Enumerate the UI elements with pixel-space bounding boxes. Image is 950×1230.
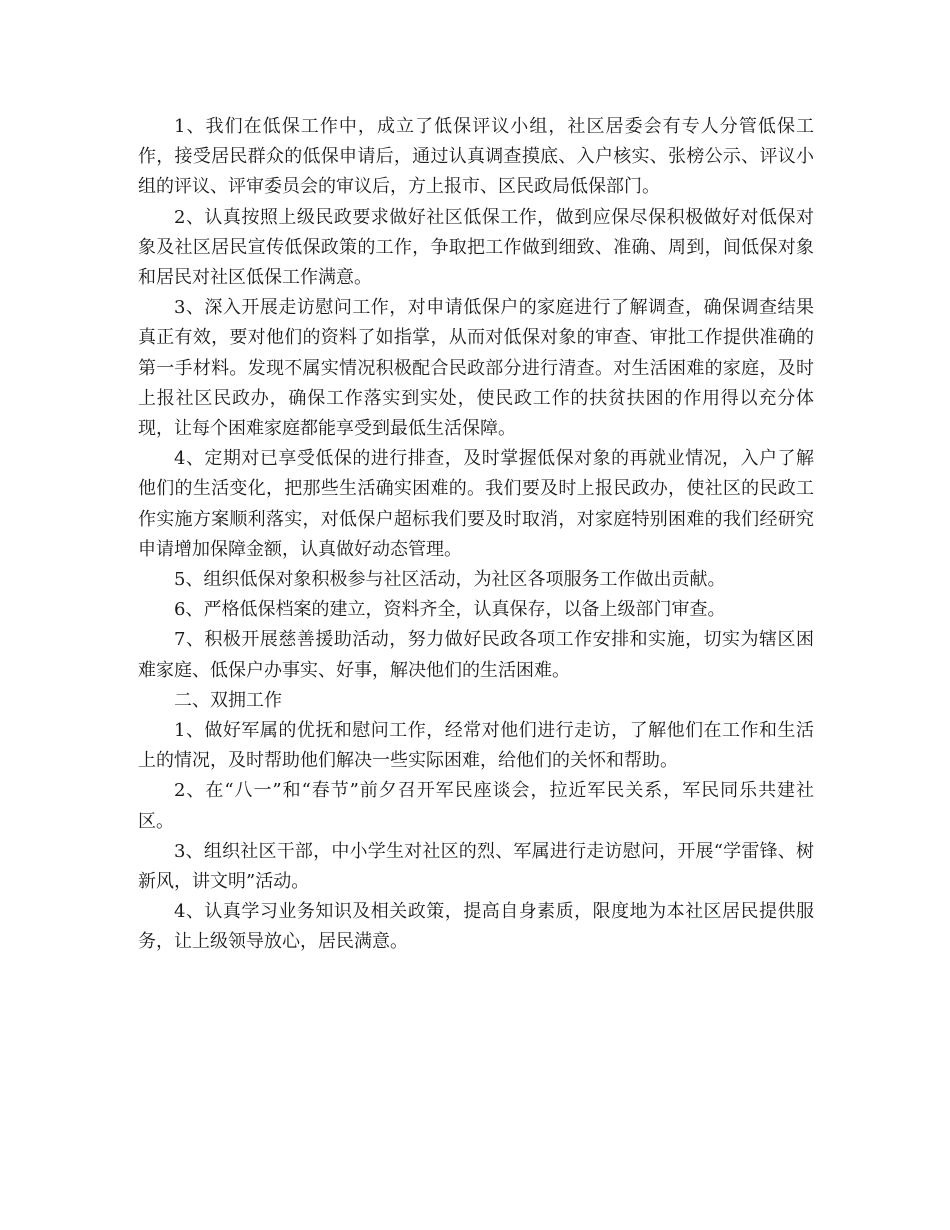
- paragraph-lowincome-4: 4、定期对已享受低保的进行排查，及时掌握低保对象的再就业情况，入户了解他们的生活变化，把那些生活确实困难的。我们要及时上报民政办，使社区的民政工作实施方案顺利落实，对低保户超标我们要及时取消，对家庭特别困难的我们经研究申请增加保障金额，认真做好动态管理。: [138, 448, 814, 560]
- paragraph-shuangyong-4: 4、认真学习业务知识及相关政策，提高自身素质，限度地为本社区居民提供服务，让上级领导放心，居民满意。: [138, 901, 814, 953]
- paragraph-lowincome-5: 5、组织低保对象积极参与社区活动，为社区各项服务工作做出贡献。: [174, 569, 726, 591]
- paragraph-lowincome-2: 2、认真按照上级民政要求做好社区低保工作，做到应保尽保积极做好对低保对象及社区居民宣传低保政策的工作，争取把工作做到细致、准确、周到，间低保对象和居民对社区低保工作满意。: [138, 206, 814, 289]
- paragraph-lowincome-1: 1、我们在低保工作中，成立了低保评议小组，社区居委会有专人分管低保工作，接受居民群众的低保申请后，通过认真调查摸底、入户核实、张榜公示、评议小组的评议、评审委员会的审议后，方上报市、区民政局低保部门。: [138, 116, 814, 198]
- paragraph-lowincome-7: 7、积极开展慈善援助活动，努力做好民政各项工作安排和实施，切实为辖区困难家庭、低保户办事实、好事，解决他们的生活困难。: [138, 629, 814, 681]
- paragraph-shuangyong-3: 3、组织社区干部，中小学生对社区的烈、军属进行走访慰问，开展“学雷锋、树新风，讲文明”活动。: [138, 840, 814, 893]
- document-body: [138, 112, 814, 958]
- section-heading-shuangyong: 二、双拥工作: [174, 689, 282, 711]
- paragraph-shuangyong-1: 1、做好军属的优抚和慰问工作，经常对他们进行走访，了解他们在工作和生活上的情况，及时帮助他们解决一些实际困难，给他们的关怀和帮助。: [138, 720, 814, 772]
- paragraph-shuangyong-2: 2、在“八一”和“春节”前夕召开军民座谈会，拉近军民关系，军民同乐共建社区。: [138, 780, 814, 832]
- paragraph-lowincome-3: 3、深入开展走访慰问工作，对申请低保户的家庭进行了解调查，确保调查结果真正有效，要对他们的资料了如指掌，从而对低保对象的审查、审批工作提供准确的第一手材料。发现不属实情况积极配合民政部分进行清查。对生活困难的家庭，及时上报社区民政办，确保工作落实到实处，使民政工作的扶贫扶困的作用得以充分体现，让每个困难家庭都能享受到最低生活保障。: [138, 297, 814, 440]
- paragraph-lowincome-6: 6、严格低保档案的建立，资料齐全，认真保存，以备上级部门审查。: [174, 599, 726, 621]
